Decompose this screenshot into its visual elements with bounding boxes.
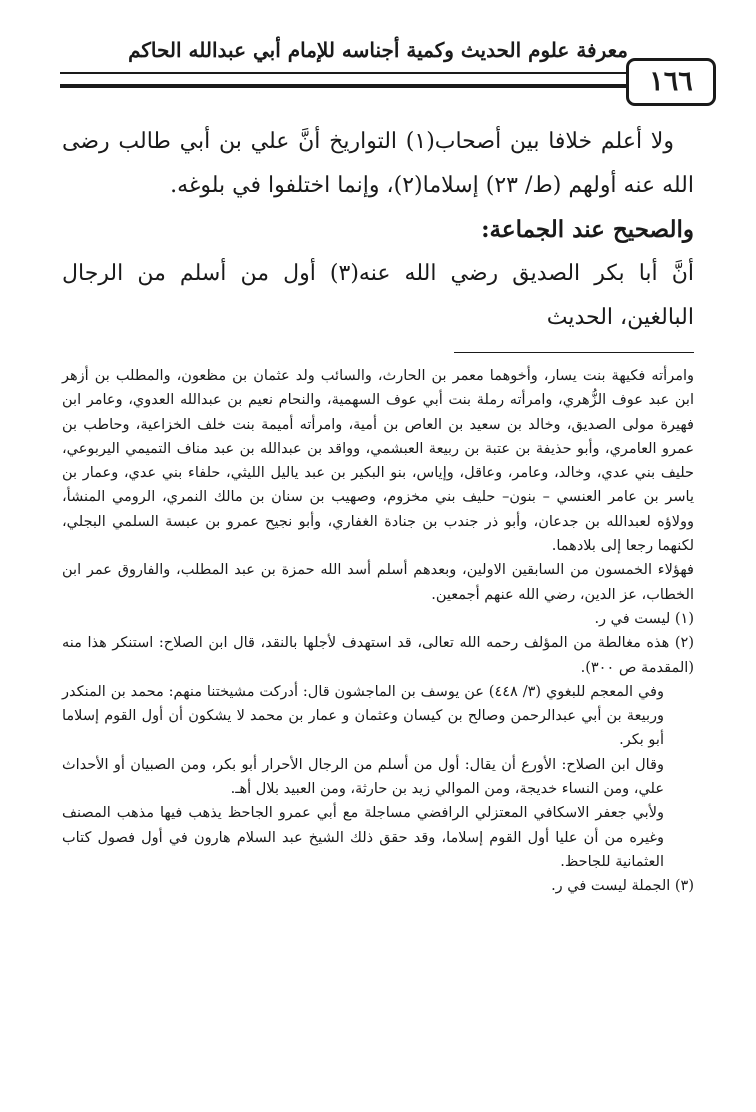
page-number: ١٦٦ (626, 58, 716, 106)
section-heading: والصحيح عند الجماعة: (481, 216, 694, 243)
footnote-1: (١) ليست في ر. (594, 610, 694, 627)
footnote-continuation: وامرأته فكيهة بنت يسار، وأخوهما معمر بن الحارث، والسائب ولد عثمان بن مظعون، والمطلب بن أزهر ابن عبد عوف الزُّهري، وامرأته رملة بنت أبي عوف السهمية، والنحام نعيم بن عبدالله العدوي، وعامر ابن فهيرة مولى الصديق، وخالد بن سعيد بن العاص بن أمية، وامرأته أميمة بنت خلف الخزاعية، وحاطب بن عمرو العامري، وأبو حذيفة بن عتبة بن ربيعة العبشمي، وواقد بن عبدالله بن عبد مناف التميمي اليربوعي، حليف بني عدي، وخالد، وعامر، وعاقل، وإياس، بنو البكير بن عبد ياليل الليثي، حلفاء بني عدي، وعمار بن ياسر بن عامر العنسي – بنون– حليف بني مخزوم، وصهيب بن سنان بن مالك النمري، الرومي المنشأ، وولاؤه لعبدالله بن جدعان، وأبو ذر جندب بن جنادة الغفاري، وأبو نجيح عمرو بن عبسة السلمي البجلي، لكنهما رجعا إلى بلادهما. (62, 368, 694, 555)
footnote-2: (٢) هذه مغالطة من المؤلف رحمه الله تعالى، قد استهدف لأجلها بالنقد، قال ابن الصلاح: استنكر هذا منه (المقدمة ص ٣٠٠). (62, 635, 694, 676)
footnote-2-paragraph-b: وقال ابن الصلاح: الأورع أن يقال: أول من أسلم من الرجال الأحرار أبو بكر، ومن الصبيان أو الأحداث علي، ومن النساء خديجة، ومن الموالي زيد بن حارثة، ومن العبيد بلال أهـ. (62, 756, 664, 798)
paragraph-1: ولا أعلم خلافا بين أصحاب(١) التواريخ أنَّ علي بن أبي طالب رضى الله عنه أولهم (ط/ ٢٣) إسلاما(٢)، وإنما اختلفوا في بلوغه. (62, 129, 694, 198)
header-rule-thick (60, 84, 628, 88)
header-rule-thin (60, 72, 628, 74)
footnote-separator (454, 352, 694, 353)
footnote-2-paragraph-c: ولأبي جعفر الاسكافي المعتزلي الرافضي مساجلة مع أبي عمرو الجاحظ يذهب فيها مذهب المصنف وغيره من أن عليا أول القوم إسلاما، وقد حقق ذلك الشيخ عبد السلام هارون في أول فصول كتاب العثمانية للجاحظ. (62, 805, 664, 870)
footnote-2-paragraph-a: وفي المعجم للبغوي (٣/ ٤٤٨) عن يوسف بن الماجشون قال: أدركت مشيختنا منهم: محمد بن المنكدر وربيعة بن أبي عبدالرحمن وصالح بن كيسان وعثمان و عمار بن محمد لا يشكون أن أول القوم إسلاما أبو بكر. (62, 683, 664, 749)
paragraph-2: أنَّ أبا بكر الصديق رضي الله عنه(٣) أول من أسلم من الرجال البالغين، الحديث (62, 261, 695, 330)
footnote-3: (٣) الجملة ليست في ر. (551, 878, 694, 895)
footnote-summary: فهؤلاء الخمسون من السابقين الاولين، وبعدهم أسلم أسد الله حمزة بن عبد المطلب، والفاروق عمر ابن الخطاب، عز الدين، رضي الله عنهم أجمعين. (62, 562, 694, 603)
running-title: معرفة علوم الحديث وكمية أجناسه للإمام أبي عبدالله الحاكم (128, 38, 628, 62)
footnotes (62, 364, 694, 899)
main-text (62, 120, 694, 340)
